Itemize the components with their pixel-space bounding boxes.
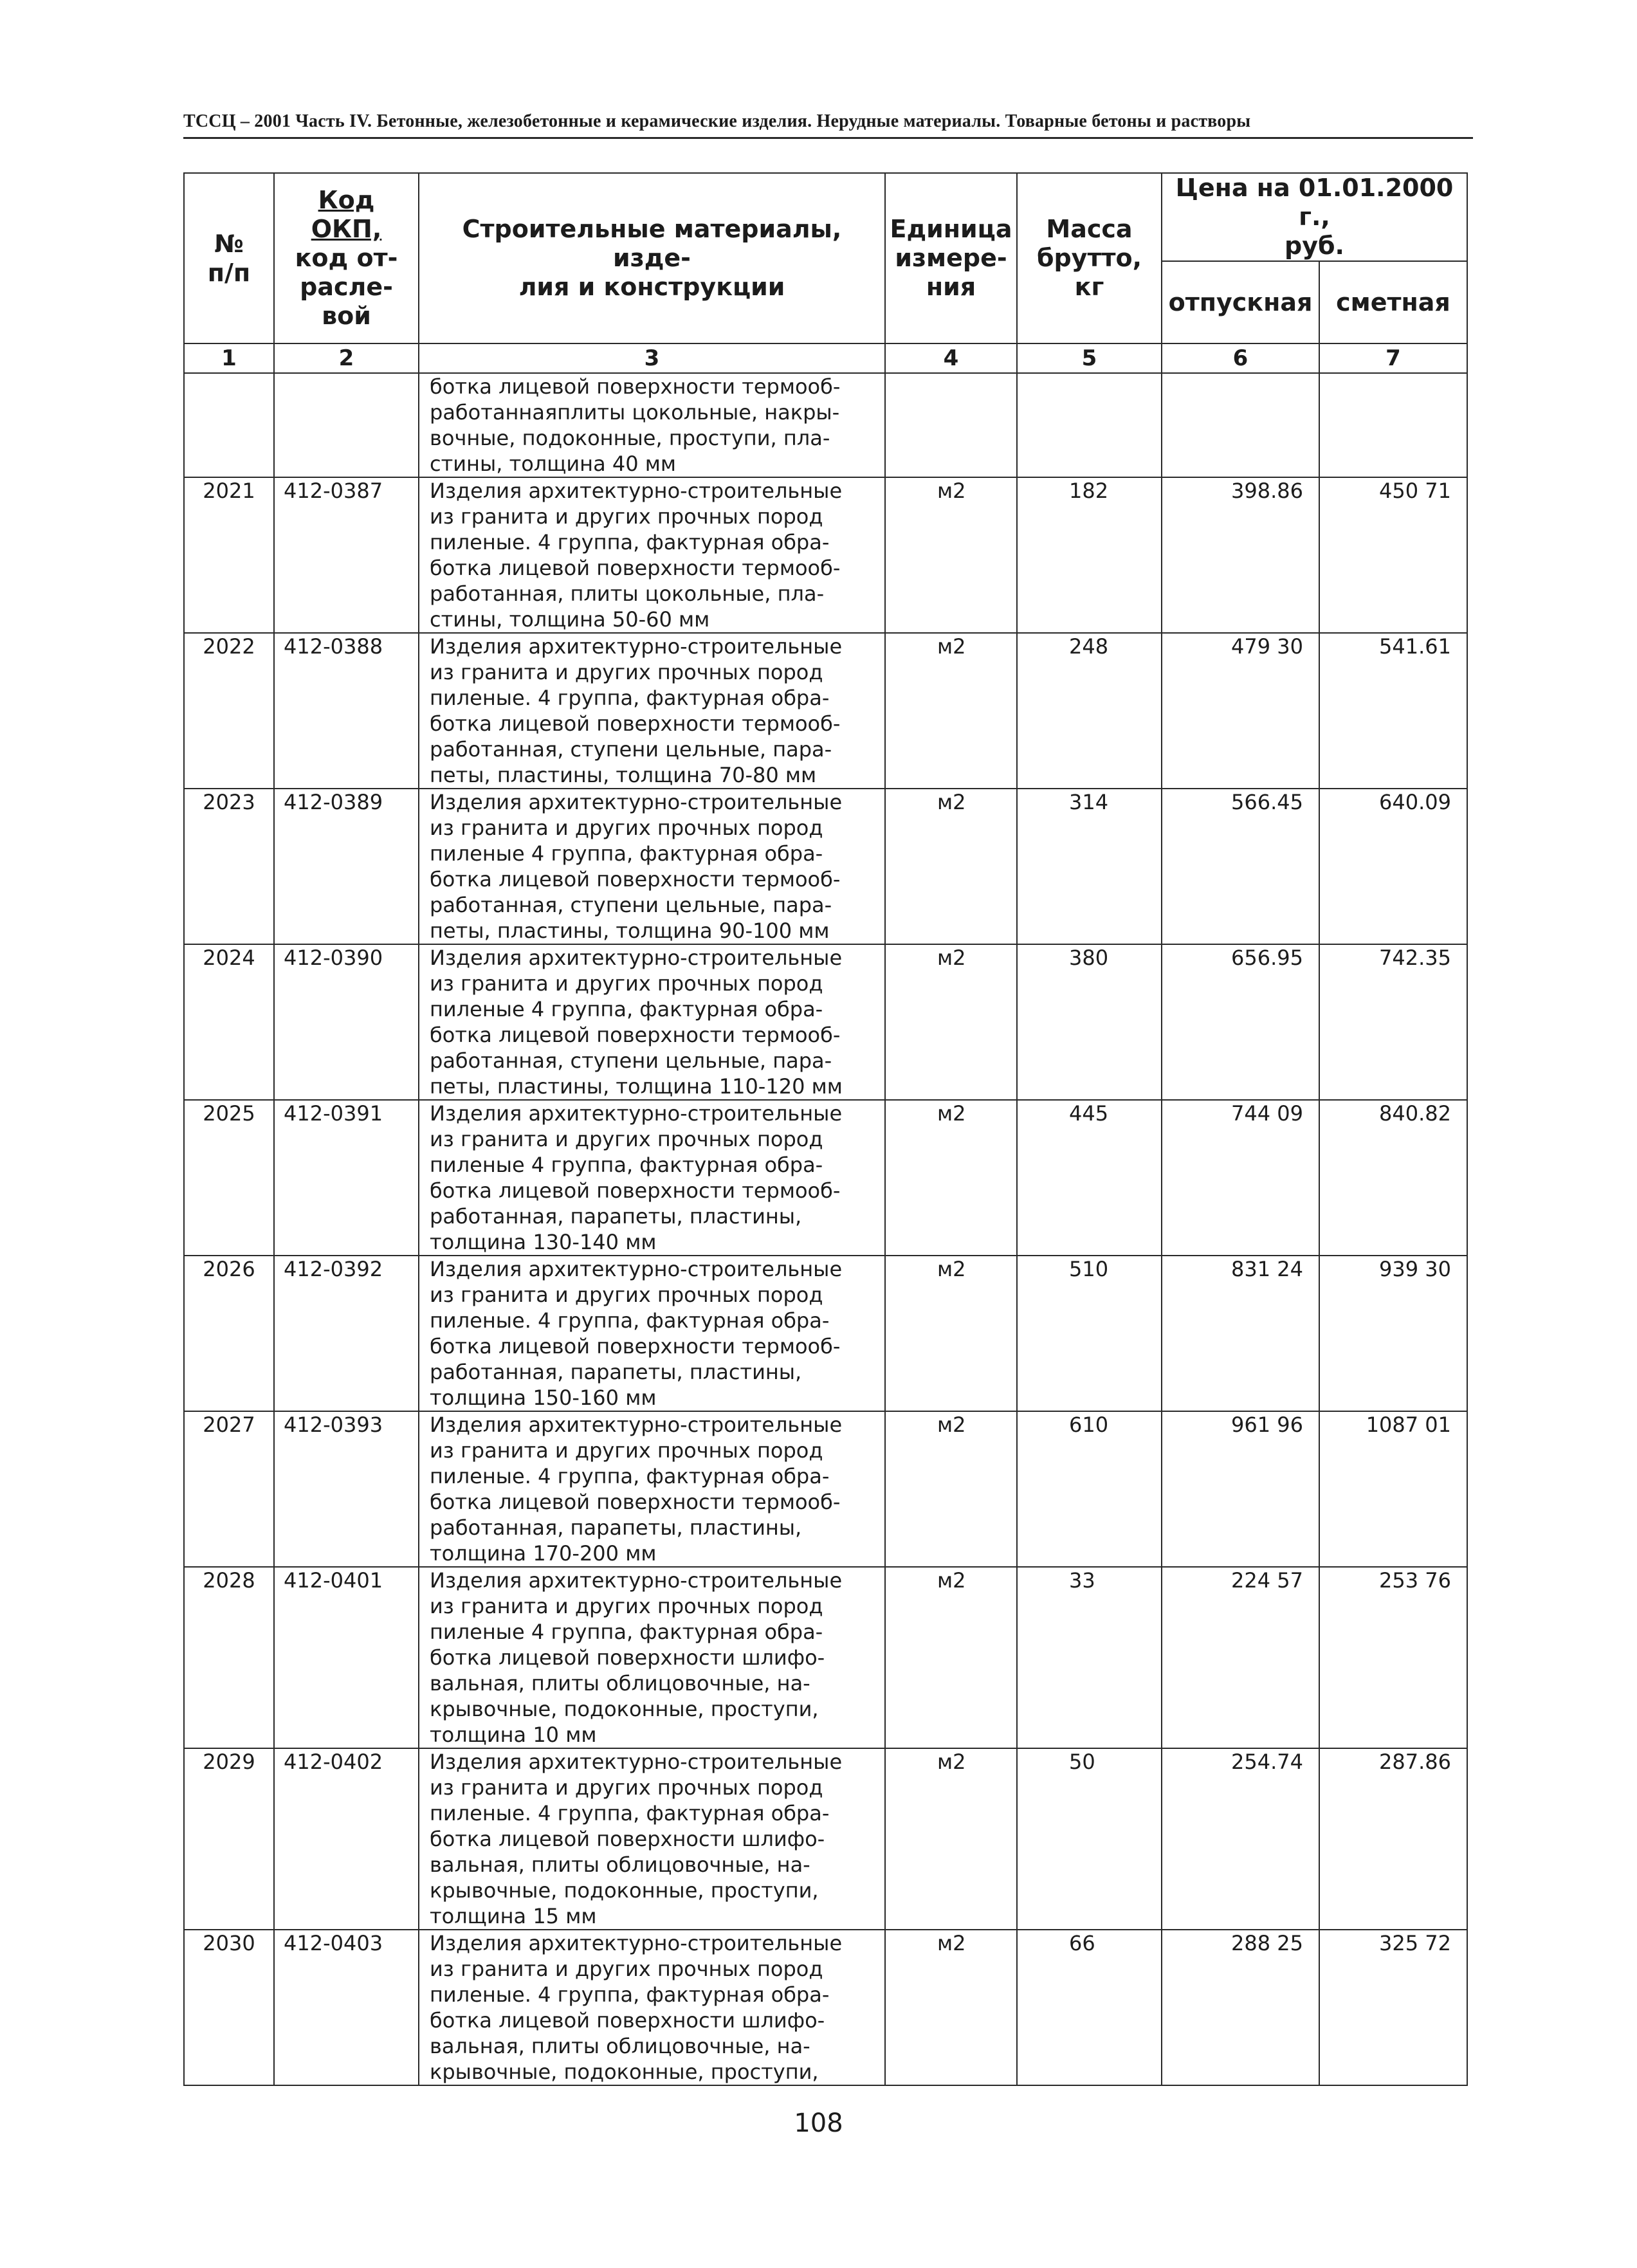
- table-row: [184, 1930, 1467, 2085]
- row-estimate-price: 640.09: [1319, 789, 1467, 944]
- row-estimate-price: 253 76: [1319, 1567, 1467, 1748]
- row-estimate-price: 840.82: [1319, 1100, 1467, 1256]
- column-number: 2: [274, 343, 419, 373]
- column-number: 1: [184, 343, 274, 373]
- row-okp-code: 412-0389: [274, 789, 419, 944]
- table-row: [184, 944, 1467, 1100]
- row-release-price: 831 24: [1162, 1256, 1319, 1411]
- row-mass: 510: [1017, 1256, 1162, 1411]
- row-release-price: 479 30: [1162, 633, 1319, 789]
- row-mass: 445: [1017, 1100, 1162, 1256]
- row-number: 2029: [184, 1748, 274, 1930]
- header-number: № п/п: [184, 173, 274, 343]
- row-unit: м2: [885, 1100, 1017, 1256]
- row-estimate-price: 742.35: [1319, 944, 1467, 1100]
- row-okp-code: 412-0387: [274, 477, 419, 633]
- row-description: Изделия архитектурно-строительные из гранита и других прочных пород пиленые 4 группа, фактурная обра- ботка лицевой поверхности термооб- работанная, парапеты, пластины, толщина 130-140 мм: [419, 1100, 885, 1256]
- row-mass: 610: [1017, 1411, 1162, 1567]
- column-number: 4: [885, 343, 1017, 373]
- row-release-price: 288 25: [1162, 1930, 1319, 2085]
- price-table: [183, 172, 1468, 2086]
- row-estimate-price: 287.86: [1319, 1748, 1467, 1930]
- row-number: 2021: [184, 477, 274, 633]
- row-number: 2025: [184, 1100, 274, 1256]
- table-row: [184, 477, 1467, 633]
- row-okp-code: 412-0401: [274, 1567, 419, 1748]
- row-number: 2024: [184, 944, 274, 1100]
- row-number: [184, 373, 274, 477]
- row-release-price: 961 96: [1162, 1411, 1319, 1567]
- row-estimate-price: 939 30: [1319, 1256, 1467, 1411]
- row-description: Изделия архитектурно-строительные из гранита и других прочных пород пиленые 4 группа, фактурная обра- ботка лицевой поверхности термооб- работанная, ступени цельные, пара- петы, пластины, толщина 90-100 мм: [419, 789, 885, 944]
- table-header-row: [184, 173, 1467, 261]
- row-estimate-price: 541.61: [1319, 633, 1467, 789]
- row-description: Изделия архитектурно-строительные из гранита и других прочных пород пиленые. 4 группа, фактурная обра- ботка лицевой поверхности шлифо- вальная, плиты облицовочные, на- крывочные, подоконные, проступи, толщина 15 мм: [419, 1748, 885, 1930]
- row-release-price: 744 09: [1162, 1100, 1319, 1256]
- row-unit: м2: [885, 477, 1017, 633]
- row-description: Изделия архитектурно-строительные из гранита и других прочных пород пиленые. 4 группа, фактурная обра- ботка лицевой поверхности термооб- работанная, плиты цокольные, пла- стины, толщина 50-60 мм: [419, 477, 885, 633]
- column-number: 3: [419, 343, 885, 373]
- header-description: Строительные материалы, изде- лия и конструкции: [419, 173, 885, 343]
- row-estimate-price: 450 71: [1319, 477, 1467, 633]
- row-mass: 50: [1017, 1748, 1162, 1930]
- row-mass: 66: [1017, 1930, 1162, 2085]
- row-release-price: [1162, 373, 1319, 477]
- row-unit: м2: [885, 633, 1017, 789]
- row-estimate-price: 1087 01: [1319, 1411, 1467, 1567]
- row-number: 2027: [184, 1411, 274, 1567]
- table-row: [184, 1100, 1467, 1256]
- header-okp-code-underlined: Код ОКП,: [311, 186, 382, 243]
- row-okp-code: [274, 373, 419, 477]
- header-unit: Единица измере- ния: [885, 173, 1017, 343]
- column-number: 7: [1319, 343, 1467, 373]
- header-industry-code: код от- расле- вой: [295, 244, 398, 330]
- running-header: ТССЦ – 2001 Часть IV. Бетонные, железобетонные и керамические изделия. Нерудные материалы. Товарные бетоны и растворы: [183, 106, 1473, 139]
- row-okp-code: 412-0402: [274, 1748, 419, 1930]
- row-estimate-price: [1319, 373, 1467, 477]
- column-number: 6: [1162, 343, 1319, 373]
- table-row: [184, 633, 1467, 789]
- row-release-price: 254.74: [1162, 1748, 1319, 1930]
- header-estimate-price: сметная: [1319, 261, 1467, 343]
- row-number: 2022: [184, 633, 274, 789]
- row-okp-code: 412-0390: [274, 944, 419, 1100]
- row-unit: [885, 373, 1017, 477]
- header-release-price: отпускная: [1162, 261, 1319, 343]
- row-unit: м2: [885, 1256, 1017, 1411]
- row-description: Изделия архитектурно-строительные из гранита и других прочных пород пиленые. 4 группа, фактурная обра- ботка лицевой поверхности термооб- работанная, парапеты, пластины, толщина 150-160 мм: [419, 1256, 885, 1411]
- row-okp-code: 412-0388: [274, 633, 419, 789]
- table-row: [184, 373, 1467, 477]
- row-unit: м2: [885, 1748, 1017, 1930]
- row-unit: м2: [885, 1930, 1017, 2085]
- row-unit: м2: [885, 1567, 1017, 1748]
- row-description: Изделия архитектурно-строительные из гранита и других прочных пород пиленые. 4 группа, фактурная обра- ботка лицевой поверхности шлифо- вальная, плиты облицовочные, на- крывочные, подоконные, проступи,: [419, 1930, 885, 2085]
- row-unit: м2: [885, 789, 1017, 944]
- row-unit: м2: [885, 1411, 1017, 1567]
- row-description: Изделия архитектурно-строительные из гранита и других прочных пород пиленые. 4 группа, фактурная обра- ботка лицевой поверхности термооб- работанная, ступени цельные, пара- петы, пластины, толщина 70-80 мм: [419, 633, 885, 789]
- row-mass: [1017, 373, 1162, 477]
- column-number: 5: [1017, 343, 1162, 373]
- row-mass: 182: [1017, 477, 1162, 633]
- row-okp-code: 412-0392: [274, 1256, 419, 1411]
- row-estimate-price: 325 72: [1319, 1930, 1467, 2085]
- row-number: 2028: [184, 1567, 274, 1748]
- row-okp-code: 412-0393: [274, 1411, 419, 1567]
- row-number: 2030: [184, 1930, 274, 2085]
- column-number-row: [184, 343, 1467, 373]
- row-mass: 248: [1017, 633, 1162, 789]
- row-okp-code: 412-0403: [274, 1930, 419, 2085]
- row-mass: 314: [1017, 789, 1162, 944]
- header-mass: Масса брутто, кг: [1017, 173, 1162, 343]
- table-row: [184, 1411, 1467, 1567]
- row-unit: м2: [885, 944, 1017, 1100]
- row-release-price: 656.95: [1162, 944, 1319, 1100]
- table-row: [184, 1567, 1467, 1748]
- row-mass: 33: [1017, 1567, 1162, 1748]
- row-description: ботка лицевой поверхности термооб- работаннаяплиты цокольные, накры- вочные, подоконные, проступи, пла- стины, толщина 40 мм: [419, 373, 885, 477]
- row-release-price: 224 57: [1162, 1567, 1319, 1748]
- row-number: 2026: [184, 1256, 274, 1411]
- row-description: Изделия архитектурно-строительные из гранита и других прочных пород пиленые 4 группа, фактурная обра- ботка лицевой поверхности шлифо- вальная, плиты облицовочные, на- крывочные, подоконные, проступи, толщина 10 мм: [419, 1567, 885, 1748]
- header-okp-code: [274, 173, 419, 343]
- row-okp-code: 412-0391: [274, 1100, 419, 1256]
- row-release-price: 398.86: [1162, 477, 1319, 633]
- row-release-price: 566.45: [1162, 789, 1319, 944]
- row-number: 2023: [184, 789, 274, 944]
- row-mass: 380: [1017, 944, 1162, 1100]
- row-description: Изделия архитектурно-строительные из гранита и других прочных пород пиленые. 4 группа, фактурная обра- ботка лицевой поверхности термооб- работанная, парапеты, пластины, толщина 170-200 мм: [419, 1411, 885, 1567]
- row-description: Изделия архитектурно-строительные из гранита и других прочных пород пиленые 4 группа, фактурная обра- ботка лицевой поверхности термооб- работанная, ступени цельные, пара- петы, пластины, толщина 110-120 мм: [419, 944, 885, 1100]
- header-price-group: Цена на 01.01.2000 г., руб.: [1162, 173, 1467, 261]
- table-row: [184, 1256, 1467, 1411]
- page-number: 108: [794, 2108, 843, 2138]
- table-row: [184, 789, 1467, 944]
- table-row: [184, 1748, 1467, 1930]
